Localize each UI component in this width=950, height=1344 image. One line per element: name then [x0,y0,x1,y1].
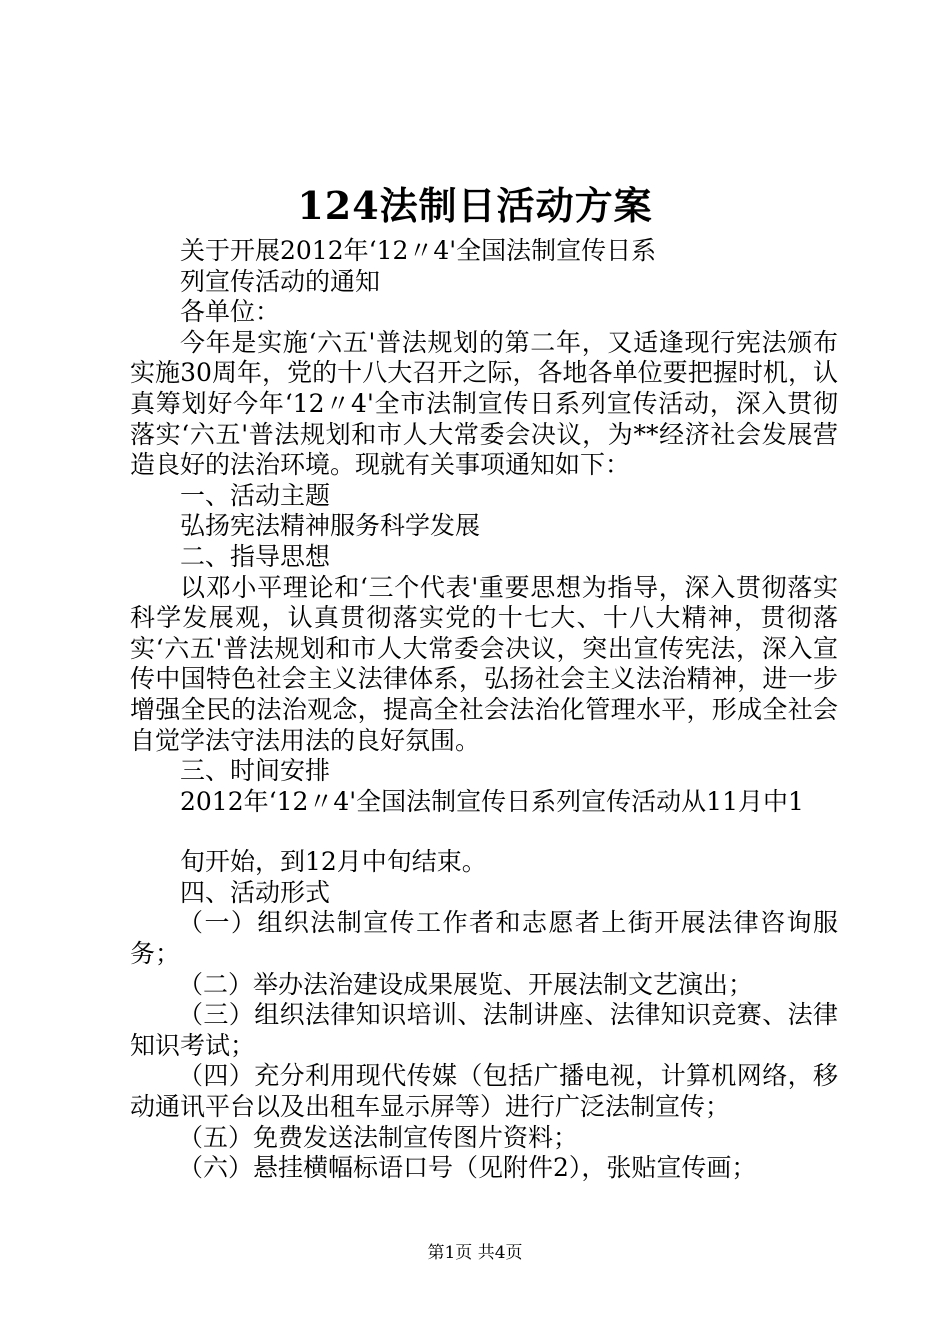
schedule-text-line-1: 2012年‘12〃4'全国法制宣传日系列宣传活动从11月中1 [180,786,804,816]
section-heading-schedule: 三、时间安排 [180,756,331,786]
schedule-text-line-2: 旬开始，到12月中旬结束。 [180,847,487,877]
form-item-4: （四）充分利用现代传媒（包括广播电视，计算机网络，移动通讯平台以及出租车显示屏等）进行广泛法制宣传； [130,1061,838,1122]
form-item-1: （一）组织法制宣传工作者和志愿者上街开展法律咨询服务； [130,908,838,969]
notice-heading-line-1: 关于开展2012年‘12〃4'全国法制宣传日系 [180,236,657,265]
form-item-2: （二）举办法治建设成果展览、开展法制文艺演出； [178,969,754,999]
form-item-5: （五）免费发送法制宣传图片资料； [178,1122,579,1152]
notice-heading-line-2: 列宣传活动的通知 [180,266,381,296]
section-heading-forms: 四、活动形式 [180,877,331,907]
intro-paragraph: 今年是实施‘六五'普法规划的第二年，又适逢现行宪法颁布实施30周年，党的十八大召开之际，各地各单位要把握时机，认真筹划好今年‘12〃4'全市法制宣传日系列宣传活动，深入贯彻落实‘六五'普法规划和市人大常委会决议，为**经济社会发展营造良好的法治环境。现就有关事项通知如下： [130,327,838,480]
form-item-3: （三）组织法律知识培训、法制讲座、法律知识竞赛、法律知识考试； [130,1000,838,1060]
form-item-6: （六）悬挂横幅标语口号（见附件2），张贴宣传画； [178,1153,757,1183]
theme-text: 弘扬宪法精神服务科学发展 [180,511,481,541]
salutation: 各单位： [180,297,281,327]
guidance-paragraph: 以邓小平理论和‘三个代表'重要思想为指导，深入贯彻落实科学发展观，认真贯彻落实党的十七大、十八大精神，贯彻落实‘六五'普法规划和市人大常委会决议，突出宣传宪法，深入宣传中国特色社会主义法律体系，弘扬社会主义法治精神，进一步增强全民的法治观念，提高全社会法治化管理水平，形成全社会自觉学法守法用法的良好氛围。 [130,572,838,755]
section-heading-guidance: 二、指导思想 [180,541,331,571]
document-title: 124法制日活动方案 [297,183,653,228]
document-body [130,236,838,1184]
section-heading-theme: 一、活动主题 [180,480,331,510]
page-number-footer: 第1页 共4页 [427,1243,523,1263]
